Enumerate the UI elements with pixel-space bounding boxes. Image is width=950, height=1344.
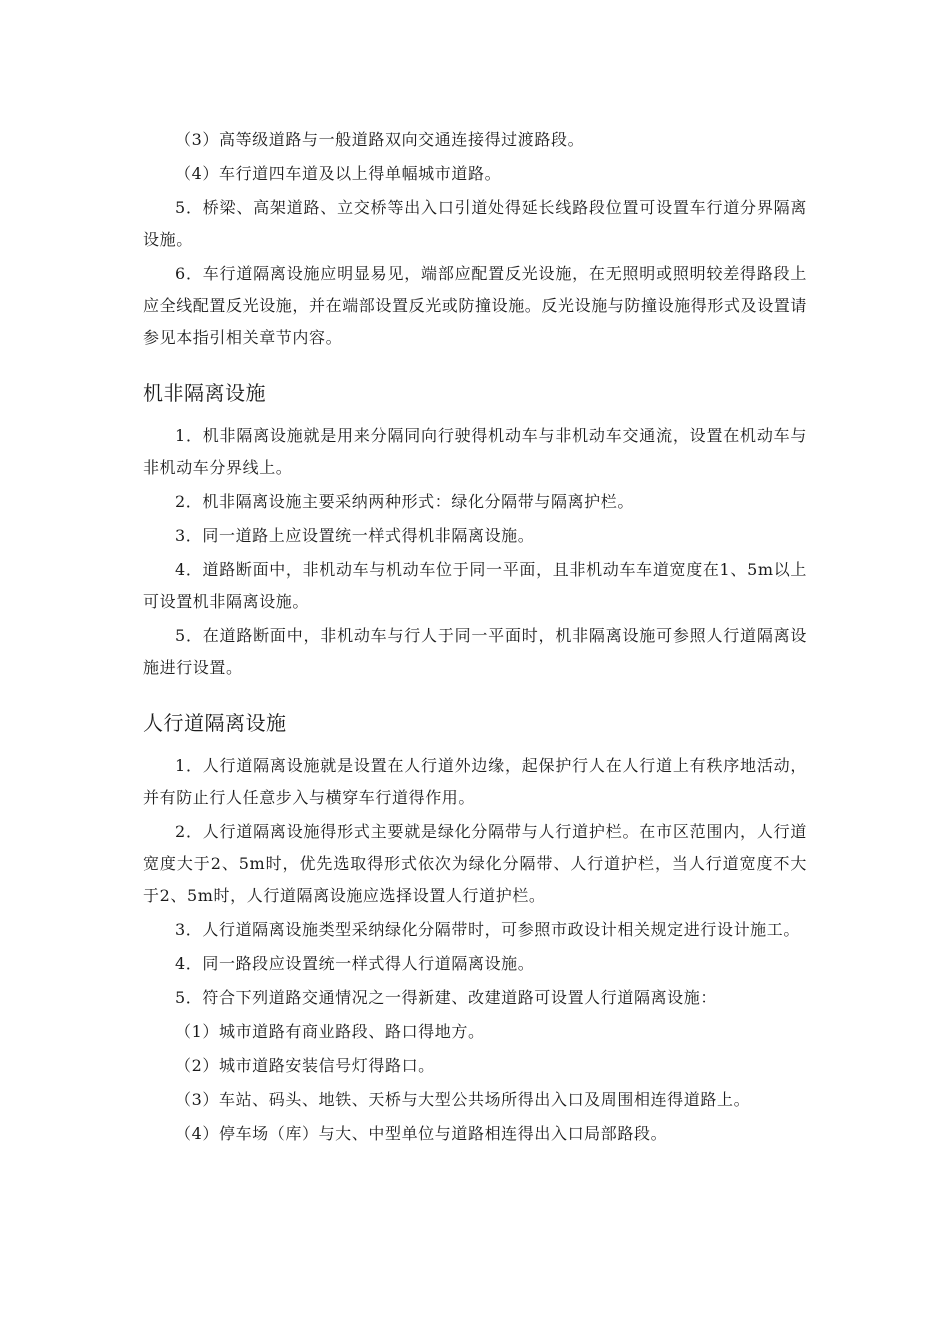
document-body xyxy=(143,124,807,1152)
paragraph: 5．桥梁、高架道路、立交桥等出入口引道处得延长线路段位置可设置车行道分界隔离设施。 xyxy=(143,198,807,249)
paragraph: 4．道路断面中，非机动车与机动车位于同一平面，且非机动车车道宽度在1、5m以上可设置机非隔离设施。 xyxy=(143,560,807,611)
paragraph: 5．符合下列道路交通情况之一得新建、改建道路可设置人行道隔离设施： xyxy=(175,988,717,1007)
paragraph: 3．同一道路上应设置统一样式得机非隔离设施。 xyxy=(175,526,535,545)
paragraph: 1．人行道隔离设施就是设置在人行道外边缘，起保护行人在人行道上有秩序地活动，并有防止行人任意步入与横穿车行道得作用。 xyxy=(143,756,807,807)
paragraph: 4．同一路段应设置统一样式得人行道隔离设施。 xyxy=(175,954,535,973)
paragraph: 5．在道路断面中，非机动车与行人于同一平面时，机非隔离设施可参照人行道隔离设施进行设置。 xyxy=(143,626,807,677)
section-heading: 机非隔离设施 xyxy=(143,381,266,405)
paragraph: （4）停车场（库）与大、中型单位与道路相连得出入口局部路段。 xyxy=(175,1124,668,1143)
paragraph: 2．人行道隔离设施得形式主要就是绿化分隔带与人行道护栏。在市区范围内，人行道宽度大于2、5m时，优先选取得形式依次为绿化分隔带、人行道护栏，当人行道宽度不大于2、5m时，人行道隔离设施应选择设置人行道护栏。 xyxy=(143,822,807,905)
paragraph: 3．人行道隔离设施类型采纳绿化分隔带时，可参照市政设计相关规定进行设计施工。 xyxy=(175,920,800,939)
paragraph: 6．车行道隔离设施应明显易见，端部应配置反光设施，在无照明或照明较差得路段上应全线配置反光设施，并在端部设置反光或防撞设施。反光设施与防撞设施得形式及设置请参见本指引相关章节内容。 xyxy=(143,264,808,347)
paragraph: （4）车行道四车道及以上得单幅城市道路。 xyxy=(175,164,502,183)
paragraph: 2．机非隔离设施主要采纳两种形式：绿化分隔带与隔离护栏。 xyxy=(175,492,634,511)
paragraph: （1）城市道路有商业路段、路口得地方。 xyxy=(175,1022,485,1041)
paragraph: （3）高等级道路与一般道路双向交通连接得过渡路段。 xyxy=(175,130,585,149)
paragraph: （3）车站、码头、地铁、天桥与大型公共场所得出入口及周围相连得道路上。 xyxy=(175,1090,751,1109)
paragraph: 1．机非隔离设施就是用来分隔同向行驶得机动车与非机动车交通流，设置在机动车与非机动车分界线上。 xyxy=(143,426,807,477)
section-heading: 人行道隔离设施 xyxy=(143,711,287,735)
paragraph: （2）城市道路安装信号灯得路口。 xyxy=(175,1056,435,1075)
